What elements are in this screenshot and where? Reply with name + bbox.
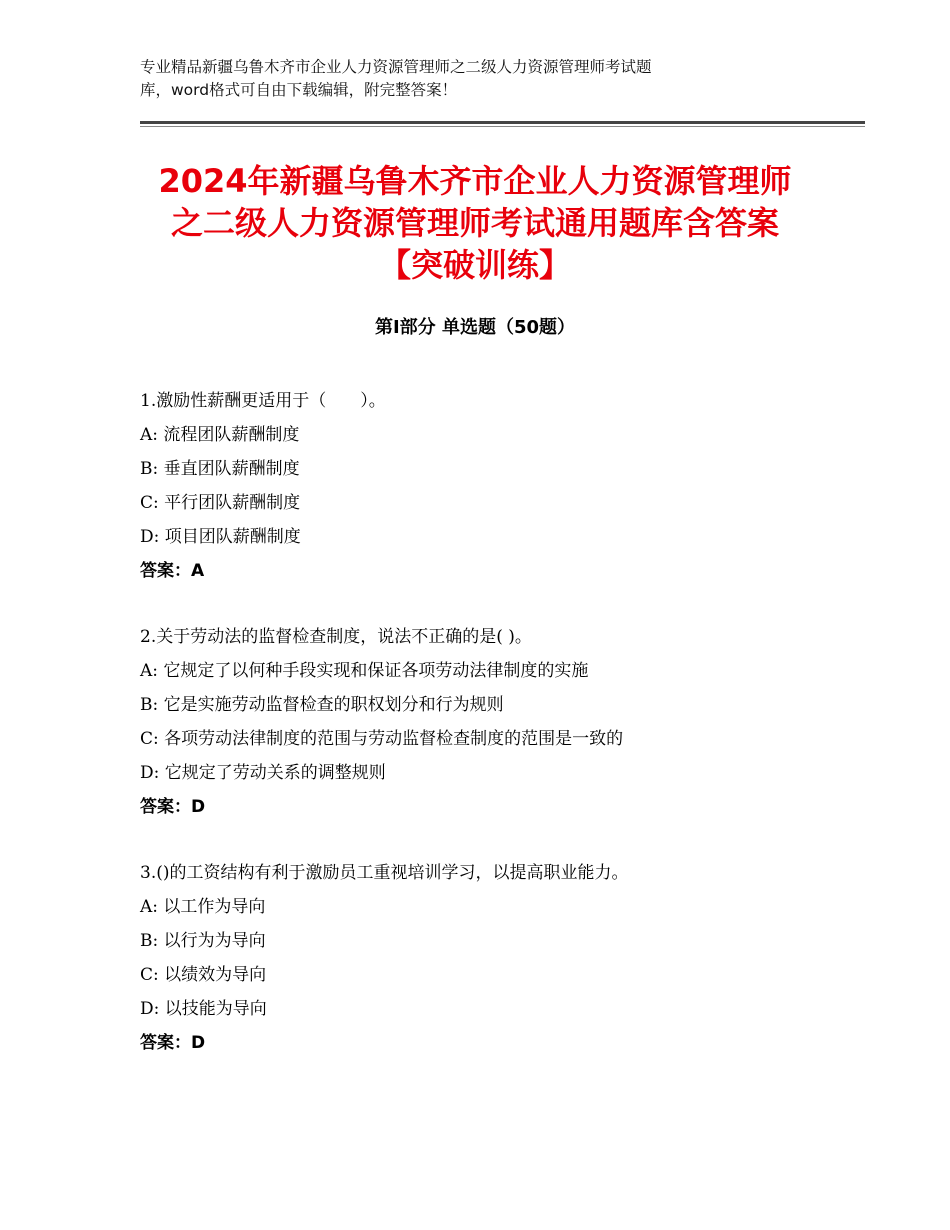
question-2 bbox=[140, 620, 860, 824]
answer-line: 答案：A bbox=[140, 561, 205, 581]
title-line-1: 2024年新疆乌鲁木齐市企业人力资源管理师 bbox=[158, 162, 792, 200]
title-line-3: 【突破训练】 bbox=[378, 246, 571, 284]
option-b: B: 垂直团队薪酬制度 bbox=[140, 459, 300, 479]
option-c: C: 平行团队薪酬制度 bbox=[140, 493, 301, 513]
section-heading: 第Ⅰ部分 单选题（50题） bbox=[374, 317, 575, 338]
question-3 bbox=[140, 856, 860, 1060]
question-stem: 3.()的工资结构有利于激励员工重视培训学习，以提高职业能力。 bbox=[140, 863, 629, 883]
question-stem: 1.激励性薪酬更适用于（ ）。 bbox=[140, 391, 386, 411]
document-title bbox=[100, 160, 850, 286]
header-note bbox=[140, 56, 790, 102]
question-list bbox=[140, 384, 860, 1092]
option-c: C: 各项劳动法律制度的范围与劳动监督检查制度的范围是一致的 bbox=[140, 729, 624, 749]
option-d: D: 它规定了劳动关系的调整规则 bbox=[140, 763, 386, 783]
title-line-2: 之二级人力资源管理师考试通用题库含答案 bbox=[170, 204, 779, 242]
answer-line: 答案：D bbox=[140, 1033, 206, 1053]
option-d: D: 项目团队薪酬制度 bbox=[140, 527, 301, 547]
header-note-line-2: 库，word格式可自由下载编辑，附完整答案！ bbox=[140, 81, 458, 99]
answer-line: 答案：D bbox=[140, 797, 206, 817]
option-c: C: 以绩效为导向 bbox=[140, 965, 267, 985]
option-b: B: 以行为为导向 bbox=[140, 931, 266, 951]
option-d: D: 以技能为导向 bbox=[140, 999, 267, 1019]
option-a: A: 它规定了以何种手段实现和保证各项劳动法律制度的实施 bbox=[140, 661, 589, 681]
header-divider-thin bbox=[140, 126, 865, 127]
option-a: A: 以工作为导向 bbox=[140, 897, 266, 917]
question-1 bbox=[140, 384, 860, 588]
header-note-line-1: 专业精品新疆乌鲁木齐市企业人力资源管理师之二级人力资源管理师考试题 bbox=[140, 58, 652, 76]
header-divider-thick bbox=[140, 121, 865, 124]
option-a: A: 流程团队薪酬制度 bbox=[140, 425, 300, 445]
question-stem: 2.关于劳动法的监督检查制度，说法不正确的是( )。 bbox=[140, 627, 532, 647]
option-b: B: 它是实施劳动监督检查的职权划分和行为规则 bbox=[140, 695, 504, 715]
